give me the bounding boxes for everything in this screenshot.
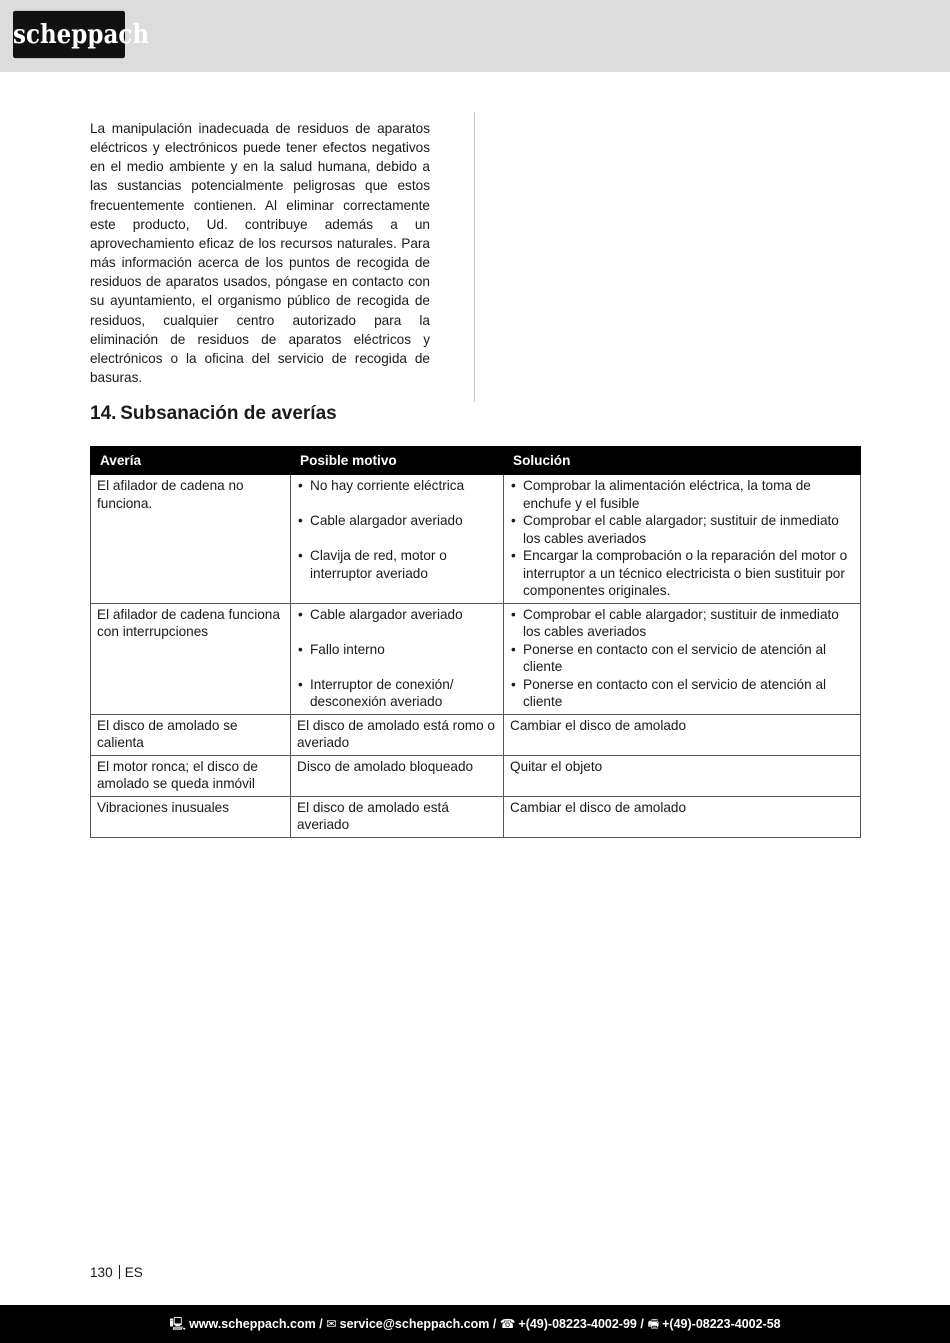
list-item: • Comprobar el cable alargador; sustituir de inmediato los cables averiados xyxy=(510,512,855,547)
website-link[interactable]: www.scheppach.com xyxy=(189,1317,316,1331)
fault-cell: El afilador de cadena funciona con interrupciones xyxy=(91,603,291,714)
envelope-icon: ✉ xyxy=(326,1317,337,1331)
table-row xyxy=(91,475,861,604)
cause-cell xyxy=(291,603,504,714)
list-item: • Cable alargador averiado xyxy=(297,606,498,624)
phone-icon: ☎ xyxy=(499,1317,516,1331)
list-item: • Fallo interno xyxy=(297,641,498,659)
troubleshooting-table xyxy=(90,446,861,838)
language-code: ES xyxy=(124,1265,143,1280)
section-title: 14. Subsanación de averías xyxy=(90,403,337,424)
list-item: • Cable alargador averiado xyxy=(297,512,498,530)
page-number-block xyxy=(90,1264,143,1282)
solution-cell: Cambiar el disco de amolado xyxy=(504,796,861,837)
list-item: • Ponerse en contacto con el servicio de atención al cliente xyxy=(510,641,855,676)
header-fault: Avería xyxy=(91,447,291,475)
solution-cell: Cambiar el disco de amolado xyxy=(504,714,861,755)
list-item: • Ponerse en contacto con el servicio de atención al cliente xyxy=(510,676,855,711)
scheppach-logo: scheppach xyxy=(13,11,125,58)
page-number: 130 xyxy=(90,1265,113,1280)
fault-cell: El afilador de cadena no funciona. xyxy=(91,475,291,604)
computer-icon: 🖳 xyxy=(169,1317,187,1331)
header-band xyxy=(0,0,950,72)
table-row xyxy=(91,714,861,755)
list-item: • Clavija de red, motor o interruptor averiado xyxy=(297,547,498,582)
list-item: • Interruptor de conexión/ desconexión averiado xyxy=(297,676,498,711)
page-number-divider xyxy=(119,1265,120,1279)
header-solution: Solución xyxy=(504,447,861,475)
fault-cell: Vibraciones inusuales xyxy=(91,796,291,837)
email-link[interactable]: service@scheppach.com xyxy=(339,1317,490,1331)
solution-cell: Quitar el objeto xyxy=(504,755,861,796)
disposal-paragraph: La manipulación inadecuada de residuos de aparatos eléctricos y electrónicos puede tener efectos negativos en el medio ambiente y en la salud humana, debido a las sustancias potencialmente peligrosas que estos frecuentemente contienen. Al eliminar correctamente este producto, Ud. contribuye además a un aprovechamiento eficaz de los recursos naturales. Para más información acerca de los puntos de recogida de residuos de aparatos usados, póngase en contacto con su ayuntamiento, el organismo público de recogida de residuos, cualquier centro autorizado para la eliminación de residuos de aparatos eléctricos y electrónicos o la oficina del servicio de recogida de basuras. xyxy=(90,121,430,386)
list-item: • Comprobar el cable alargador; sustituir de inmediato los cables averiados xyxy=(510,606,855,641)
contact-separator: / xyxy=(636,1317,648,1331)
cause-cell: Disco de amolado bloqueado xyxy=(291,755,504,796)
list-item: • Encargar la comprobación o la reparación del motor o interruptor a un técnico electricista o bien sustituir por componentes originales. xyxy=(510,547,855,600)
cause-cell: El disco de amolado está romo o averiado xyxy=(291,714,504,755)
table-row xyxy=(91,796,861,837)
fax-icon: 🖷 xyxy=(647,1317,660,1331)
cause-cell: El disco de amolado está averiado xyxy=(291,796,504,837)
column-divider xyxy=(474,112,475,402)
fax-number: +(49)-08223-4002-58 xyxy=(662,1317,781,1331)
solution-cell xyxy=(504,475,861,604)
fault-cell: El disco de amolado se calienta xyxy=(91,714,291,755)
contact-separator: / xyxy=(315,1317,327,1331)
phone-number: +(49)-08223-4002-99 xyxy=(518,1317,637,1331)
cause-cell xyxy=(291,475,504,604)
table-row xyxy=(91,755,861,796)
fault-cell: El motor ronca; el disco de amolado se queda inmóvil xyxy=(91,755,291,796)
header-cause: Posible motivo xyxy=(291,447,504,475)
list-item: • Comprobar la alimentación eléctrica, la toma de enchufe y el fusible xyxy=(510,477,855,512)
list-item: • No hay corriente eléctrica xyxy=(297,477,498,495)
contact-separator: / xyxy=(489,1317,500,1331)
table-header-row xyxy=(91,447,861,475)
table-row xyxy=(91,603,861,714)
solution-cell xyxy=(504,603,861,714)
contact-bar xyxy=(0,1305,950,1343)
